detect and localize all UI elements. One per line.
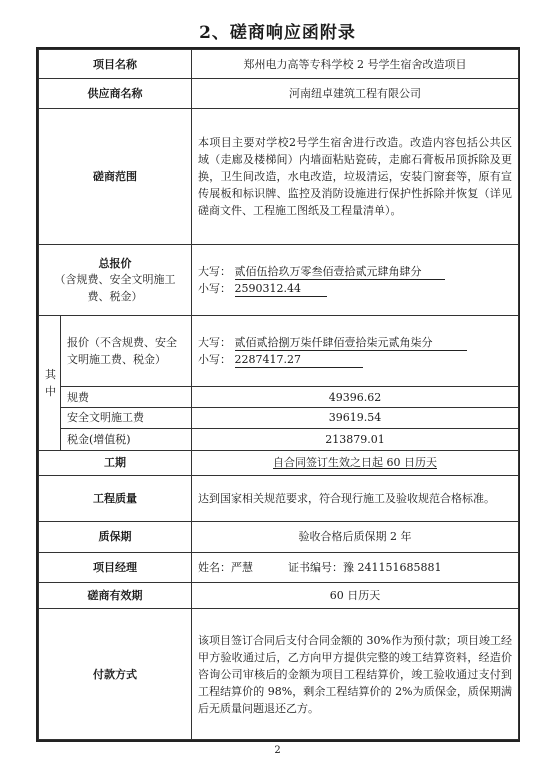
validity-label: 磋商有效期 (39, 583, 192, 609)
row-scope (39, 109, 519, 245)
row-period (39, 450, 519, 475)
quality-value: 达到国家相关规范要求，符合现行施工及验收规范合格标准。 (192, 475, 519, 521)
total-price-label: 总报价 (98, 257, 132, 271)
response-appendix-table (38, 49, 519, 740)
total-price-upper-label: 大写： (198, 264, 231, 278)
project-name-label: 项目名称 (39, 50, 192, 79)
manager-value-cell (192, 553, 519, 583)
row-safety (39, 408, 519, 429)
period-value: 自合同签订生效之日起 60 日历天 (273, 456, 437, 470)
tax-value: 213879.01 (192, 428, 519, 450)
total-price-note: （含规费、安全文明施工费、税金） (54, 273, 176, 303)
price-excl-upper-line (198, 334, 512, 351)
price-excl-upper-value: 贰佰贰拾捌万柒仟肆佰壹拾柒元贰角柒分 (235, 336, 467, 351)
supplier-name-label: 供应商名称 (39, 79, 192, 109)
manager-name-label: 姓名： (198, 561, 231, 575)
row-warranty (39, 521, 519, 552)
row-payment (39, 609, 519, 740)
warranty-label: 质保期 (39, 521, 192, 552)
manager-name: 严慧 (231, 561, 253, 575)
total-price-upper-value: 贰佰伍拾玖万零叁佰壹拾贰元肆角肆分 (235, 265, 445, 280)
price-excl-lower-value: 2287417.27 (235, 353, 363, 368)
price-excl-value-cell (192, 316, 519, 387)
total-price-lower-line (198, 280, 512, 297)
price-excl-lower-label: 小写： (198, 353, 231, 367)
period-value-cell (192, 450, 519, 475)
page-number: 2 (274, 745, 281, 756)
total-price-value-cell (192, 245, 519, 316)
fees-value: 49396.62 (192, 387, 519, 408)
price-excl-lower-line (198, 351, 512, 368)
safety-label: 安全文明施工费 (61, 408, 192, 429)
total-price-upper-line (198, 263, 512, 280)
row-quality (39, 475, 519, 521)
payment-value: 该项目签订合同后支付合同金额的 30%作为预付款；项目竣工经甲方验收通过后，乙方向甲方提供完整的竣工结算资料，经造价咨询公司审核后的金额为项目工程结算价，竣工验收通过支付到工程结算价的 98%，剩余工程结算价的 2%为质保金，质保期满后无质量问题退还乙方。 (192, 609, 519, 740)
payment-label: 付款方式 (39, 609, 192, 740)
validity-value: 60 日历天 (192, 583, 519, 609)
price-excl-label: 报价（不含规费、安全文明施工费、税金） (61, 316, 192, 387)
supplier-name-value: 河南纽卓建筑工程有限公司 (192, 79, 519, 109)
among-char-2: 中 (45, 384, 56, 398)
manager-label: 项目经理 (39, 553, 192, 583)
period-label: 工期 (39, 450, 192, 475)
total-price-lower-value: 2590312.44 (235, 282, 327, 297)
row-manager (39, 553, 519, 583)
row-price-excl (39, 316, 519, 387)
safety-value: 39619.54 (192, 408, 519, 429)
project-name-value: 郑州电力高等专科学校 2 号学生宿舍改造项目 (192, 50, 519, 79)
row-tax (39, 428, 519, 450)
price-excl-upper-label: 大写： (198, 335, 231, 349)
among-label (39, 316, 61, 451)
row-total-price (39, 245, 519, 316)
row-validity (39, 583, 519, 609)
total-price-label-cell (39, 245, 192, 316)
manager-cert-label: 证书编号： (288, 561, 343, 575)
fees-label: 规费 (61, 387, 192, 408)
tax-label: 税金(增值税) (61, 428, 192, 450)
manager-cert: 豫 241151685881 (343, 561, 442, 575)
quality-label: 工程质量 (39, 475, 192, 521)
scope-value: 本项目主要对学校2号学生宿舍进行改造。改造内容包括公共区域（走廊及楼梯间）内墙面粘贴瓷砖，走廊石膏板吊顶拆除及更换，卫生间改造，水电改造，垃圾清运，安装门窗套等，原有宣传展板和标识牌、监控及消防设施进行保护性拆除并恢复（详见磋商文件、工程施工图纸及工程量清单）。 (192, 109, 519, 245)
page-title: 2、磋商响应函附录 (199, 23, 356, 43)
among-char-1: 其 (45, 367, 56, 381)
total-price-lower-label: 小写： (198, 282, 231, 296)
row-fees (39, 387, 519, 408)
row-project-name (39, 50, 519, 79)
row-supplier-name (39, 79, 519, 109)
scope-label: 磋商范围 (39, 109, 192, 245)
warranty-value: 验收合格后质保期 2 年 (192, 521, 519, 552)
